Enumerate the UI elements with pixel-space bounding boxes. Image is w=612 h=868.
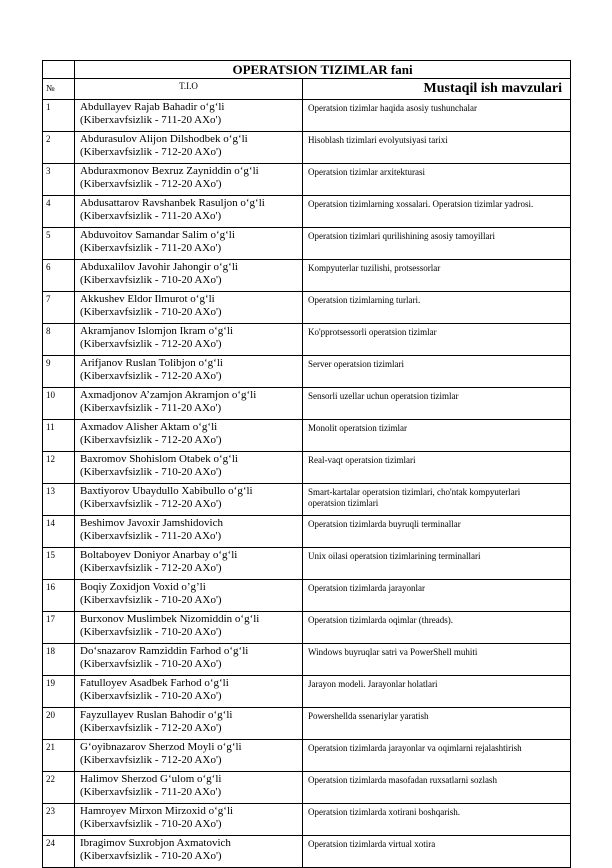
- row-number: 9: [43, 356, 75, 388]
- student-group: (Kiberxavfsizlik - 712-20 AXo'): [80, 434, 222, 446]
- topic-cell: [303, 804, 571, 836]
- row-number: 14: [43, 516, 75, 548]
- row-number: 18: [43, 644, 75, 676]
- topic-text: Operatsion tizimlarda xotirani boshqarish.: [308, 807, 460, 817]
- student-group: (Kiberxavfsizlik - 711-20 AXo'): [80, 530, 222, 542]
- topic-text: Operatsion tizimlarda masofadan ruxsatlarni sozlash: [308, 775, 497, 785]
- topic-text-continued: operatsion tizimlari: [308, 498, 379, 508]
- student-cell: [75, 580, 303, 612]
- row-number: 19: [43, 676, 75, 708]
- table-title: OPERATSION TIZIMLAR fani: [75, 61, 571, 79]
- student-name: Abduraxmonov Bexruz Zayniddin o‘g‘li: [80, 165, 259, 177]
- topic-cell: [303, 676, 571, 708]
- student-name: Boqiy Zoxidjon Voxid o’g’li: [80, 581, 206, 593]
- student-name: Fayzullayev Ruslan Bahodir o‘g‘li: [80, 709, 233, 721]
- student-cell: [75, 164, 303, 196]
- topic-text: Unix oilasi operatsion tizimlarining terminallari: [308, 551, 481, 561]
- table-row: [43, 356, 571, 388]
- student-cell: [75, 452, 303, 484]
- student-name: Baxtiyorov Ubaydullo Xabibullo o‘g‘li: [80, 485, 253, 497]
- row-number: 10: [43, 388, 75, 420]
- student-name: Abdurasulov Alijon Dilshodbek o‘g‘li: [80, 133, 248, 145]
- student-cell: [75, 100, 303, 132]
- student-name: Axmadov Alisher Aktam o‘g‘li: [80, 421, 218, 433]
- student-cell: [75, 772, 303, 804]
- student-group: (Kiberxavfsizlik - 710-20 AXo'): [80, 626, 222, 638]
- topic-text: Server operatsion tizimlari: [308, 359, 404, 369]
- title-spacer: [43, 61, 75, 79]
- topic-cell: [303, 772, 571, 804]
- student-group: (Kiberxavfsizlik - 712-20 AXo'): [80, 722, 222, 734]
- student-name: Fatulloyev Asadbek Farhod o‘g‘li: [80, 677, 229, 689]
- student-group: (Kiberxavfsizlik - 712-20 AXo'): [80, 146, 222, 158]
- student-name: Abduxalilov Javohir Jahongir o‘g‘li: [80, 261, 238, 273]
- student-cell: [75, 356, 303, 388]
- student-name: Abdusattarov Ravshanbek Rasuljon o‘g‘li: [80, 197, 265, 209]
- table-row: [43, 260, 571, 292]
- student-cell: [75, 708, 303, 740]
- table-row: [43, 740, 571, 772]
- topic-text: Operatsion tizimlarda virtual xotira: [308, 839, 436, 849]
- row-number: 4: [43, 196, 75, 228]
- table-row: [43, 388, 571, 420]
- student-cell: [75, 676, 303, 708]
- topic-cell: [303, 356, 571, 388]
- row-number: 16: [43, 580, 75, 612]
- student-group: (Kiberxavfsizlik - 710-20 AXo'): [80, 466, 222, 478]
- topic-text: Jarayon modeli. Jarayonlar holatlari: [308, 679, 438, 689]
- topic-text: Smart-kartalar operatsion tizimlari, cho'ntak kompyuterlari: [308, 487, 521, 497]
- student-name: Beshimov Javoxir Jamshidovich: [80, 517, 223, 529]
- student-cell: [75, 260, 303, 292]
- row-number: 24: [43, 836, 75, 868]
- student-group: (Kiberxavfsizlik - 710-20 AXo'): [80, 306, 222, 318]
- topic-cell: [303, 548, 571, 580]
- table-row: [43, 804, 571, 836]
- topic-cell: [303, 260, 571, 292]
- column-header-topic: Mustaqil ish mavzulari: [303, 79, 571, 100]
- student-group: (Kiberxavfsizlik - 710-20 AXo'): [80, 850, 222, 862]
- column-header-number: №: [43, 79, 75, 100]
- student-group: (Kiberxavfsizlik - 711-20 AXo'): [80, 114, 222, 126]
- row-number: 21: [43, 740, 75, 772]
- student-group: (Kiberxavfsizlik - 711-20 AXo'): [80, 242, 222, 254]
- table-row: [43, 708, 571, 740]
- row-number: 5: [43, 228, 75, 260]
- topic-cell: [303, 580, 571, 612]
- table-row: [43, 100, 571, 132]
- row-number: 8: [43, 324, 75, 356]
- student-name: Halimov Sherzod G‘ulom o‘g‘li: [80, 773, 222, 785]
- row-number: 2: [43, 132, 75, 164]
- topic-text: Monolit operatsion tizimlar: [308, 423, 407, 433]
- student-cell: [75, 388, 303, 420]
- table-row: [43, 516, 571, 548]
- topic-cell: [303, 836, 571, 868]
- student-name: Arifjanov Ruslan Tolibjon o‘g‘li: [80, 357, 223, 369]
- student-cell: [75, 420, 303, 452]
- topic-text: Operatsion tizimlarda oqimlar (threads).: [308, 615, 453, 625]
- table-row: [43, 132, 571, 164]
- topic-cell: [303, 324, 571, 356]
- student-group: (Kiberxavfsizlik - 710-20 AXo'): [80, 658, 222, 670]
- topic-text: Operatsion tizimlar haqida asosiy tushunchalar: [308, 103, 477, 113]
- table-row: [43, 548, 571, 580]
- student-name: Akkushev Eldor Ilmurot o‘g‘li: [80, 293, 215, 305]
- student-group: (Kiberxavfsizlik - 710-20 AXo'): [80, 690, 222, 702]
- column-header-name: T.I.O: [75, 79, 303, 100]
- student-group: (Kiberxavfsizlik - 710-20 AXo'): [80, 594, 222, 606]
- student-name: Do‘snazarov Ramziddin Farhod o‘g‘li: [80, 645, 249, 657]
- student-cell: [75, 612, 303, 644]
- student-name: G‘oyibnazarov Sherzod Moyli o‘g‘li: [80, 741, 242, 753]
- topic-text: Ko'pprotsessorli operatsion tizimlar: [308, 327, 437, 337]
- student-name: Burxonov Muslimbek Nizomiddin o‘g‘li: [80, 613, 260, 625]
- topic-cell: [303, 132, 571, 164]
- table-row: [43, 292, 571, 324]
- topic-text: Hisoblash tizimlari evolyutsiyasi tarixi: [308, 135, 448, 145]
- topic-cell: [303, 484, 571, 516]
- topic-text: Operatsion tizimlar arxitekturasi: [308, 167, 425, 177]
- topic-text: Operatsion tizimlarda jarayonlar: [308, 583, 425, 593]
- student-group: (Kiberxavfsizlik - 710-20 AXo'): [80, 274, 222, 286]
- student-group: (Kiberxavfsizlik - 711-20 AXo'): [80, 210, 222, 222]
- student-group: (Kiberxavfsizlik - 712-20 AXo'): [80, 498, 222, 510]
- student-cell: [75, 644, 303, 676]
- table-row: [43, 196, 571, 228]
- title-row: [43, 61, 571, 79]
- topic-cell: [303, 516, 571, 548]
- student-cell: [75, 484, 303, 516]
- topic-cell: [303, 196, 571, 228]
- topic-cell: [303, 708, 571, 740]
- topic-text: Operatsion tizimlarda jarayonlar va oqimlarni rejalashtirish: [308, 743, 522, 753]
- row-number: 17: [43, 612, 75, 644]
- student-name: Abduvoitov Samandar Salim o‘g‘li: [80, 229, 235, 241]
- table-row: [43, 164, 571, 196]
- student-cell: [75, 836, 303, 868]
- topic-cell: [303, 388, 571, 420]
- topic-cell: [303, 292, 571, 324]
- student-cell: [75, 196, 303, 228]
- table-row: [43, 772, 571, 804]
- student-name: Baxromov Shohislom Otabek o‘g‘li: [80, 453, 238, 465]
- table-row: [43, 580, 571, 612]
- student-cell: [75, 548, 303, 580]
- table-row: [43, 676, 571, 708]
- table-row: [43, 452, 571, 484]
- topic-text: Powershellda ssenariylar yaratish: [308, 711, 429, 721]
- topic-cell: [303, 164, 571, 196]
- table-row: [43, 612, 571, 644]
- table-row: [43, 644, 571, 676]
- topic-cell: [303, 644, 571, 676]
- student-group: (Kiberxavfsizlik - 712-20 AXo'): [80, 562, 222, 574]
- topic-text: Operatsion tizimlari qurilishining asosiy tamoyillari: [308, 231, 495, 241]
- row-number: 23: [43, 804, 75, 836]
- student-cell: [75, 292, 303, 324]
- table-row: [43, 228, 571, 260]
- student-name: Boltaboyev Doniyor Anarbay o‘g‘li: [80, 549, 238, 561]
- student-cell: [75, 740, 303, 772]
- student-group: (Kiberxavfsizlik - 710-20 AXo'): [80, 818, 222, 830]
- row-number: 15: [43, 548, 75, 580]
- student-name: Axmadjonov A’zamjon Akramjon o‘g‘li: [80, 389, 257, 401]
- topic-cell: [303, 612, 571, 644]
- row-number: 6: [43, 260, 75, 292]
- student-name: Ibragimov Suxrobjon Axmatovich: [80, 837, 231, 849]
- student-cell: [75, 228, 303, 260]
- document-page: [42, 60, 570, 868]
- topic-text: Operatsion tizimlarning xossalari. Operatsion tizimlar yadrosi.: [308, 199, 534, 209]
- table-row: [43, 420, 571, 452]
- student-group: (Kiberxavfsizlik - 711-20 AXo'): [80, 786, 222, 798]
- student-group: (Kiberxavfsizlik - 712-20 AXo'): [80, 178, 222, 190]
- row-number: 1: [43, 100, 75, 132]
- topic-cell: [303, 228, 571, 260]
- assignment-table: [42, 60, 571, 868]
- header-row: [43, 79, 571, 100]
- student-group: (Kiberxavfsizlik - 712-20 AXo'): [80, 370, 222, 382]
- row-number: 11: [43, 420, 75, 452]
- topic-text: Operatsion tizimlarda buyruqli terminallar: [308, 519, 461, 529]
- table-row: [43, 484, 571, 516]
- student-cell: [75, 804, 303, 836]
- topic-cell: [303, 452, 571, 484]
- student-name: Abdullayev Rajab Bahadir o‘g‘li: [80, 101, 225, 113]
- row-number: 13: [43, 484, 75, 516]
- topic-cell: [303, 100, 571, 132]
- row-number: 12: [43, 452, 75, 484]
- student-group: (Kiberxavfsizlik - 712-20 AXo'): [80, 338, 222, 350]
- topic-cell: [303, 740, 571, 772]
- student-cell: [75, 516, 303, 548]
- row-number: 22: [43, 772, 75, 804]
- student-group: (Kiberxavfsizlik - 712-20 AXo'): [80, 754, 222, 766]
- student-name: Akramjanov Islomjon Ikram o‘g‘li: [80, 325, 234, 337]
- table-row: [43, 324, 571, 356]
- row-number: 20: [43, 708, 75, 740]
- topic-text: Kompyuterlar tuzilishi, protsessorlar: [308, 263, 441, 273]
- row-number: 7: [43, 292, 75, 324]
- student-cell: [75, 132, 303, 164]
- student-cell: [75, 324, 303, 356]
- topic-cell: [303, 420, 571, 452]
- table-row: [43, 836, 571, 868]
- row-number: 3: [43, 164, 75, 196]
- student-name: Hamroyev Mirxon Mirzoxid o‘g‘li: [80, 805, 234, 817]
- topic-text: Real-vaqt operatsion tizimlari: [308, 455, 416, 465]
- topic-text: Sensorli uzellar uchun operatsion tizimlar: [308, 391, 459, 401]
- topic-text: Operatsion tizimlarning turlari.: [308, 295, 421, 305]
- student-group: (Kiberxavfsizlik - 711-20 AXo'): [80, 402, 222, 414]
- topic-text: Windows buyruqlar satri va PowerShell muhiti: [308, 647, 478, 657]
